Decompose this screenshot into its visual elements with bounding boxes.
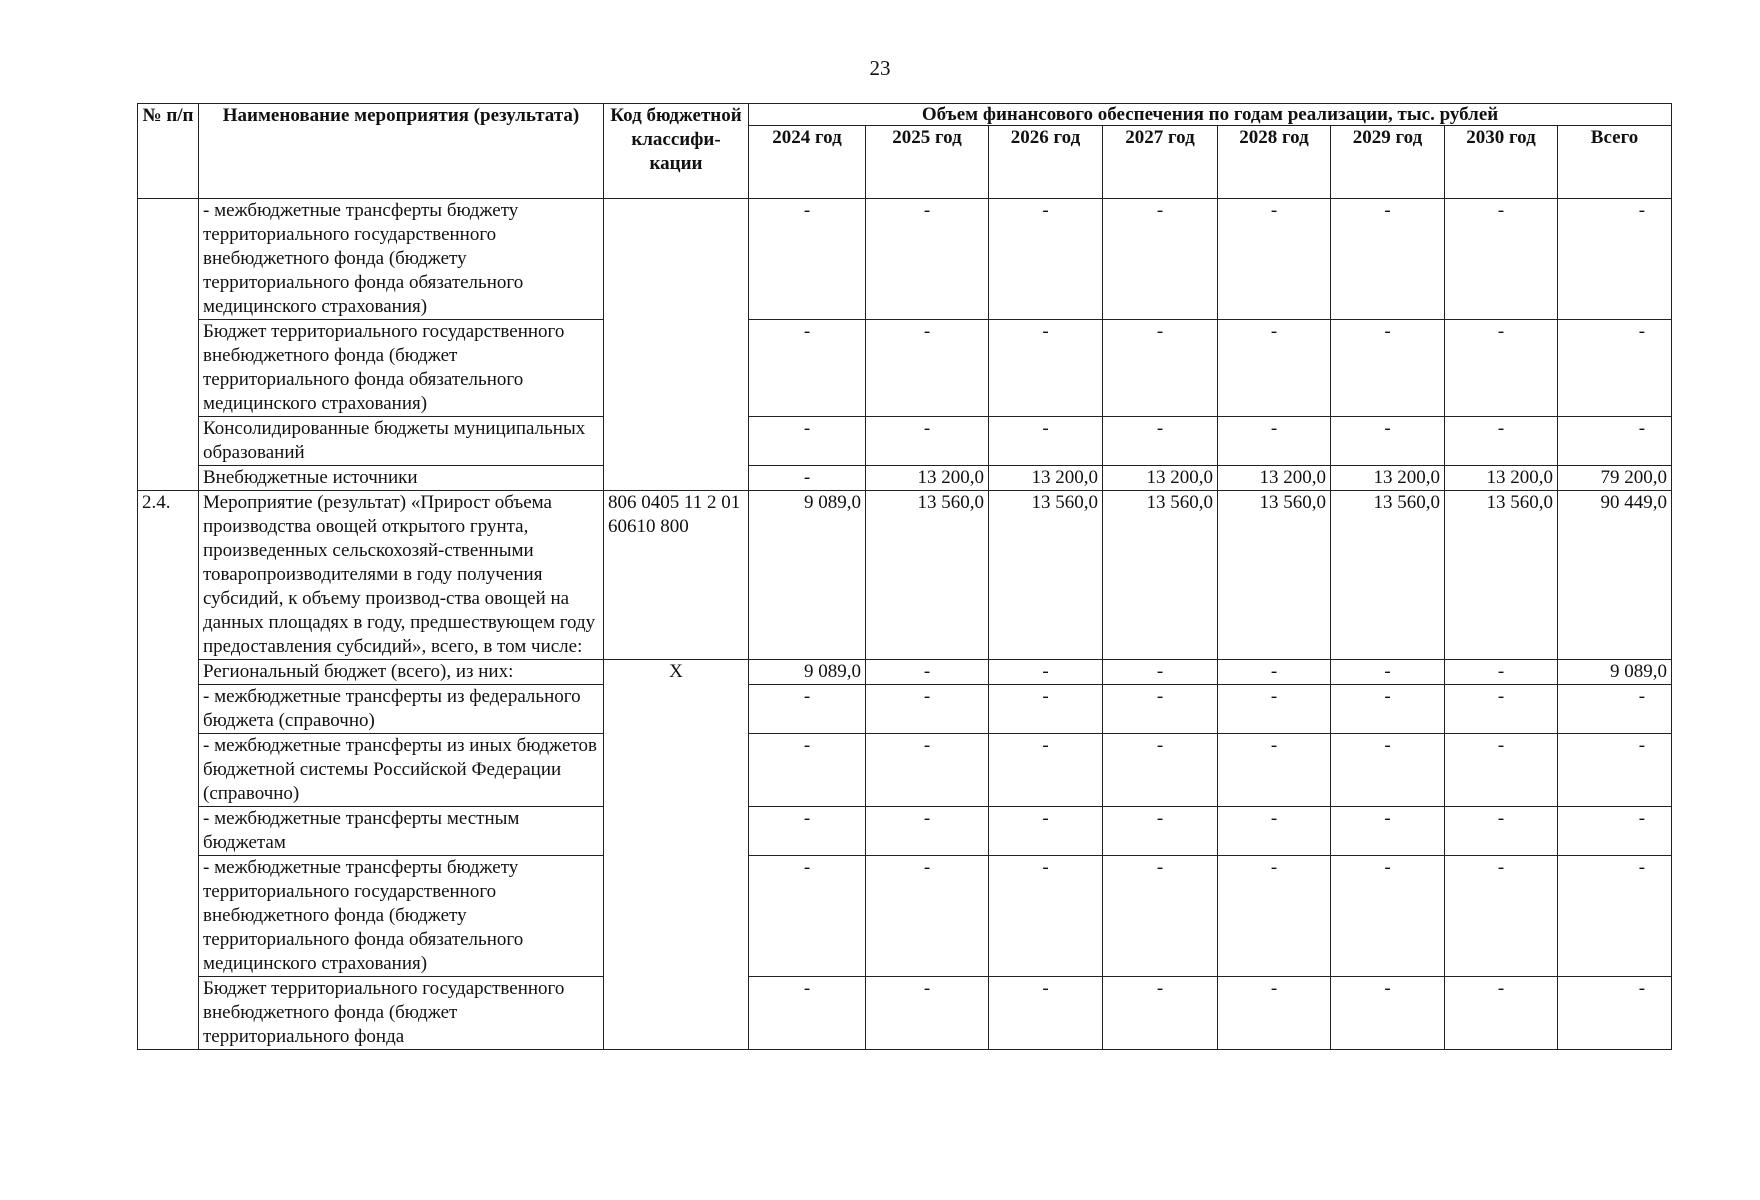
value-2029: -: [1331, 199, 1445, 320]
value-2025: -: [866, 685, 989, 734]
value-2030: 13 200,0: [1445, 466, 1558, 491]
value-2024: -: [749, 685, 866, 734]
value-2025: -: [866, 856, 989, 977]
value-2027: -: [1103, 734, 1218, 807]
value-2027: -: [1103, 320, 1218, 417]
value-2027: -: [1103, 807, 1218, 856]
row-name: Внебюджетные источники: [199, 466, 604, 491]
table-row: [138, 466, 1672, 491]
value-2030: -: [1445, 199, 1558, 320]
header-row-top: [138, 104, 1672, 126]
header-year-2026: 2026 год: [989, 126, 1103, 199]
value-2026: -: [989, 685, 1103, 734]
value-2028: -: [1218, 734, 1331, 807]
value-2024: -: [749, 466, 866, 491]
value-2025: -: [866, 977, 989, 1050]
value-2024: 9 089,0: [749, 491, 866, 660]
value-2029: -: [1331, 807, 1445, 856]
value-2026: -: [989, 977, 1103, 1050]
value-2027: -: [1103, 685, 1218, 734]
header-code: Код бюджетной классифи-кации: [604, 104, 749, 199]
value-total: 79 200,0: [1558, 466, 1672, 491]
value-2028: 13 560,0: [1218, 491, 1331, 660]
value-total: -: [1558, 807, 1672, 856]
value-2028: -: [1218, 977, 1331, 1050]
value-2029: -: [1331, 856, 1445, 977]
value-2030: -: [1445, 977, 1558, 1050]
value-2024: -: [749, 417, 866, 466]
value-total: -: [1558, 417, 1672, 466]
row-name: - межбюджетные трансферты бюджету территориального государственного внебюджетного фонда (бюджету территориального фонда обязательного медицинского страхования): [199, 856, 604, 977]
header-year-2025: 2025 год: [866, 126, 989, 199]
row-num: 2.4.: [138, 491, 199, 1050]
value-2030: -: [1445, 660, 1558, 685]
header-total: Всего: [1558, 126, 1672, 199]
value-2029: 13 200,0: [1331, 466, 1445, 491]
table-row: [138, 977, 1672, 1050]
header-year-2029: 2029 год: [1331, 126, 1445, 199]
value-2025: 13 200,0: [866, 466, 989, 491]
value-2028: -: [1218, 417, 1331, 466]
value-2025: -: [866, 660, 989, 685]
value-total: -: [1558, 856, 1672, 977]
value-2024: -: [749, 977, 866, 1050]
table-row: [138, 320, 1672, 417]
value-total: -: [1558, 734, 1672, 807]
row-name: Бюджет территориального государственного внебюджетного фонда (бюджет территориального фонда: [199, 977, 604, 1050]
value-2027: -: [1103, 199, 1218, 320]
row-num: [138, 199, 199, 491]
value-2027: -: [1103, 417, 1218, 466]
table-row: [138, 685, 1672, 734]
value-2028: -: [1218, 807, 1331, 856]
value-2026: 13 560,0: [989, 491, 1103, 660]
table-row: [138, 660, 1672, 685]
value-2025: -: [866, 199, 989, 320]
value-2029: -: [1331, 685, 1445, 734]
value-2024: -: [749, 734, 866, 807]
row-name: Мероприятие (результат) «Прирост объема производства овощей открытого грунта, произведенных сельскохозяй-ственными товаропроизводителями в году получения субсидий, к объему производ-ства овощей на данных площадях в году, предшествующем году предоставления субсидий», всего, в том числе:: [199, 491, 604, 660]
header-year-2027: 2027 год: [1103, 126, 1218, 199]
value-2026: -: [989, 807, 1103, 856]
value-2030: -: [1445, 856, 1558, 977]
value-2027: 13 560,0: [1103, 491, 1218, 660]
value-total: 90 449,0: [1558, 491, 1672, 660]
table-row: [138, 807, 1672, 856]
row-name: Бюджет территориального государственного внебюджетного фонда (бюджет территориального фонда обязательного медицинского страхования): [199, 320, 604, 417]
value-2030: -: [1445, 685, 1558, 734]
header-funding-group: Объем финансового обеспечения по годам реализации, тыс. рублей: [749, 104, 1672, 126]
table-row: [138, 734, 1672, 807]
row-name: - межбюджетные трансферты из иных бюджетов бюджетной системы Российской Федерации (справочно): [199, 734, 604, 807]
value-2024: -: [749, 199, 866, 320]
value-2027: -: [1103, 977, 1218, 1050]
row-code: 806 0405 11 2 01 60610 800: [604, 491, 749, 660]
value-total: -: [1558, 977, 1672, 1050]
table-row: [138, 856, 1672, 977]
budget-table: [137, 103, 1672, 1050]
value-2025: 13 560,0: [866, 491, 989, 660]
value-2030: -: [1445, 807, 1558, 856]
row-name: - межбюджетные трансферты из федерального бюджета (справочно): [199, 685, 604, 734]
value-2024: -: [749, 856, 866, 977]
value-2026: -: [989, 417, 1103, 466]
header-year-2030: 2030 год: [1445, 126, 1558, 199]
table-row: [138, 491, 1672, 660]
table-row: [138, 417, 1672, 466]
value-2028: -: [1218, 320, 1331, 417]
row-name: Консолидированные бюджеты муниципальных образований: [199, 417, 604, 466]
value-2026: -: [989, 734, 1103, 807]
value-total: 9 089,0: [1558, 660, 1672, 685]
value-2029: -: [1331, 660, 1445, 685]
value-2030: -: [1445, 320, 1558, 417]
value-2025: -: [866, 320, 989, 417]
value-2028: -: [1218, 660, 1331, 685]
header-year-2024: 2024 год: [749, 126, 866, 199]
header-num: № п/п: [138, 104, 199, 199]
value-2027: -: [1103, 856, 1218, 977]
value-2029: -: [1331, 734, 1445, 807]
value-2027: 13 200,0: [1103, 466, 1218, 491]
value-total: -: [1558, 320, 1672, 417]
value-2025: -: [866, 417, 989, 466]
value-2024: -: [749, 807, 866, 856]
row-name: - межбюджетные трансферты местным бюджетам: [199, 807, 604, 856]
value-2029: -: [1331, 977, 1445, 1050]
value-2030: -: [1445, 734, 1558, 807]
value-2024: -: [749, 320, 866, 417]
value-2025: -: [866, 734, 989, 807]
value-2026: -: [989, 320, 1103, 417]
value-2028: -: [1218, 199, 1331, 320]
header-name: Наименование мероприятия (результата): [199, 104, 604, 199]
value-2026: 13 200,0: [989, 466, 1103, 491]
value-2026: -: [989, 660, 1103, 685]
value-2026: -: [989, 199, 1103, 320]
value-2029: -: [1331, 417, 1445, 466]
value-2028: -: [1218, 856, 1331, 977]
value-total: -: [1558, 685, 1672, 734]
value-2029: -: [1331, 320, 1445, 417]
value-2028: -: [1218, 685, 1331, 734]
value-2028: 13 200,0: [1218, 466, 1331, 491]
table-row: [138, 199, 1672, 320]
value-total: -: [1558, 199, 1672, 320]
value-2030: 13 560,0: [1445, 491, 1558, 660]
row-code: X: [604, 660, 749, 1050]
row-name: - межбюджетные трансферты бюджету территориального государственного внебюджетного фонда (бюджету территориального фонда обязательного медицинского страхования): [199, 199, 604, 320]
value-2026: -: [989, 856, 1103, 977]
row-code: [604, 199, 749, 491]
header-year-2028: 2028 год: [1218, 126, 1331, 199]
value-2024: 9 089,0: [749, 660, 866, 685]
page-number: 23: [869, 56, 891, 80]
value-2029: 13 560,0: [1331, 491, 1445, 660]
value-2027: -: [1103, 660, 1218, 685]
value-2030: -: [1445, 417, 1558, 466]
value-2025: -: [866, 807, 989, 856]
row-name: Региональный бюджет (всего), из них:: [199, 660, 604, 685]
